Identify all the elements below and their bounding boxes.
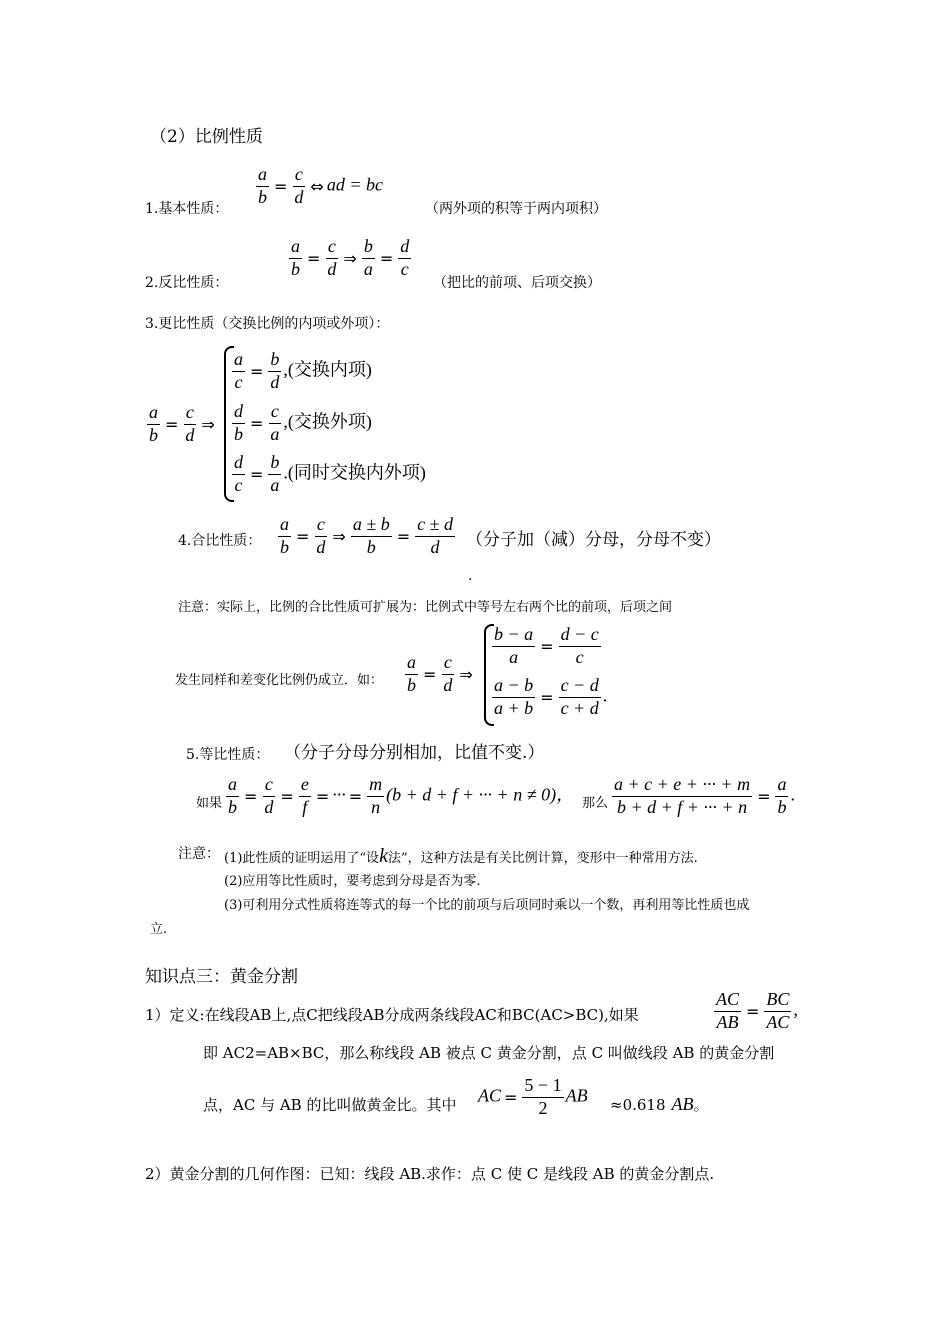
golden-construction: 2）黄金分割的几何作图：已知：线段 AB.求作：点 C 使 C 是线段 AB 的黄金分割点. <box>145 1165 715 1183</box>
alternation-case-3: $\frac{d}{c}$ = $\frac{b}{a}$ .(同时交换内外项) <box>234 452 426 495</box>
kp3-title: 知识点三：黄金分割 <box>145 967 298 987</box>
inverse-property-formula: $\frac{a}{b}$ = $\frac{c}{d}$ ⇒ $\frac{b}{a}$ = $\frac{d}{c}$ <box>291 236 410 279</box>
equal-ratio-label: 5.等比性质： <box>186 747 270 763</box>
golden-line3-text: 点，AC 与 AB 的比叫做黄金比。其中 <box>203 1096 457 1114</box>
equal-ratio-result-formula: $\frac{a + c + e + \cdot\cdot\cdot + m}{b + d + f + \cdot\cdot\cdot + n}$ = $\frac{a}{b}$ . <box>614 774 795 817</box>
composition-formula: $\frac{a}{b}$ = $\frac{c}{d}$ ⇒ $\frac{a \pm b}{b}$ = $\frac{c \pm d}{d}$ <box>280 514 453 557</box>
alternation-case-2: $\frac{d}{b}$ = $\frac{c}{a}$ ,(交换外项) <box>234 401 372 444</box>
golden-definition-line2: 即 AC2=AB×BC，那么称线段 AB 被点 C 黄金分割，点 C 叫做线段 AB 的黄金分割 <box>203 1044 775 1062</box>
note1-line2: 发生同样和差变化比例仍成立．如： <box>175 673 384 688</box>
note1-lhs: $\frac{a}{b}$ = $\frac{c}{d}$ ⇒ <box>407 652 473 695</box>
alternation-case-3-note: .(同时交换内外项) <box>283 462 426 483</box>
golden-ratio-formula: $\frac{AC}{AB}$ = $\frac{BC}{AC}$ , <box>716 989 798 1032</box>
note2-line2: (2)应用等比性质时，要考虑到分母是否为零. <box>224 874 481 889</box>
composition-dot: . <box>468 568 473 584</box>
alternation-lhs: $\frac{a}{b}$ = $\frac{c}{d}$ ⇒ <box>149 402 215 445</box>
equal-ratio-condition-formula: $\frac{a}{b}$ = $\frac{c}{d}$ = $\frac{e}{f}$ = ··· = $\frac{m}{n}$ (b + d + f + ··· + n ≠ 0)， <box>228 774 575 817</box>
inverse-property-label: 2.反比性质： <box>145 275 229 291</box>
note1-case-2: $\frac{a - b}{a + b}$ = $\frac{c - d}{c + d}$ . <box>494 675 608 718</box>
equal-ratio-then: 那么 <box>582 796 609 811</box>
equal-ratio-prefix: 如果 <box>196 796 223 811</box>
section-title: （2）比例性质 <box>150 127 263 147</box>
note2-line1-b: 法”，这种方法是有关比例计算，变形中一种常用方法. <box>387 851 698 866</box>
note1-line1: 注意：实际上，比例的合比性质可扩展为：比例式中等号左右两个比的前项，后项之间 <box>178 600 673 615</box>
equal-ratio-note: （分子分母分别相加，比值不变.） <box>284 743 545 763</box>
golden-approx: ≈0.618 AB。 <box>610 1094 709 1114</box>
basic-property-rhs: ad = bc <box>326 174 383 195</box>
golden-value-formula: AC = $\frac{5 - 1}{2}$ AB <box>478 1075 588 1118</box>
basic-property-label: 1.基本性质： <box>145 201 229 217</box>
note1-case-1: $\frac{b - a}{a}$ = $\frac{d - c}{c}$ <box>494 624 599 667</box>
note2-line1 <box>224 845 698 868</box>
note2-line1-a: (1)此性质的证明运用了“设 <box>224 851 380 866</box>
note2-k: k <box>379 845 388 867</box>
inverse-property-note: （把比的前项、后项交换） <box>433 275 601 291</box>
composition-note: （分子加（减）分母，分母不变） <box>466 530 721 550</box>
golden-definition-line1: 1）定义:在线段AB上,点C把线段AB分成两条线段AC和BC(AC>BC),如果 <box>145 1006 639 1024</box>
composition-property-label: 4.合比性质： <box>178 533 262 549</box>
golden-definition-line3 <box>203 1094 456 1115</box>
golden-approx-value: ≈0.618 <box>610 1096 666 1114</box>
equal-ratio-condition: (b + d + f + ··· + n ≠ 0)， <box>386 784 575 805</box>
note2-head: 注意： <box>178 846 220 862</box>
note2-line3: (3)可利用分式性质将连等式的每一个比的前项与后项同时乘以一个数，再利用等比性质也成 <box>224 898 750 913</box>
golden-approx-end: 。 <box>693 1096 709 1114</box>
basic-property-note: （两外项的积等于两内项积） <box>425 201 607 217</box>
note2-line4: 立. <box>150 922 168 937</box>
alternation-case-1: $\frac{a}{c}$ = $\frac{b}{d}$ ,(交换内项) <box>234 349 372 392</box>
alternation-property-label: 3.更比性质（交换比例的内项或外项）： <box>145 316 390 332</box>
basic-property-formula: $\frac{a}{b}$ = $\frac{c}{d}$ ⇔ ad = bc <box>258 164 383 207</box>
alternation-case-1-note: ,(交换内项) <box>283 359 372 380</box>
alternation-case-2-note: ,(交换外项) <box>283 411 372 432</box>
